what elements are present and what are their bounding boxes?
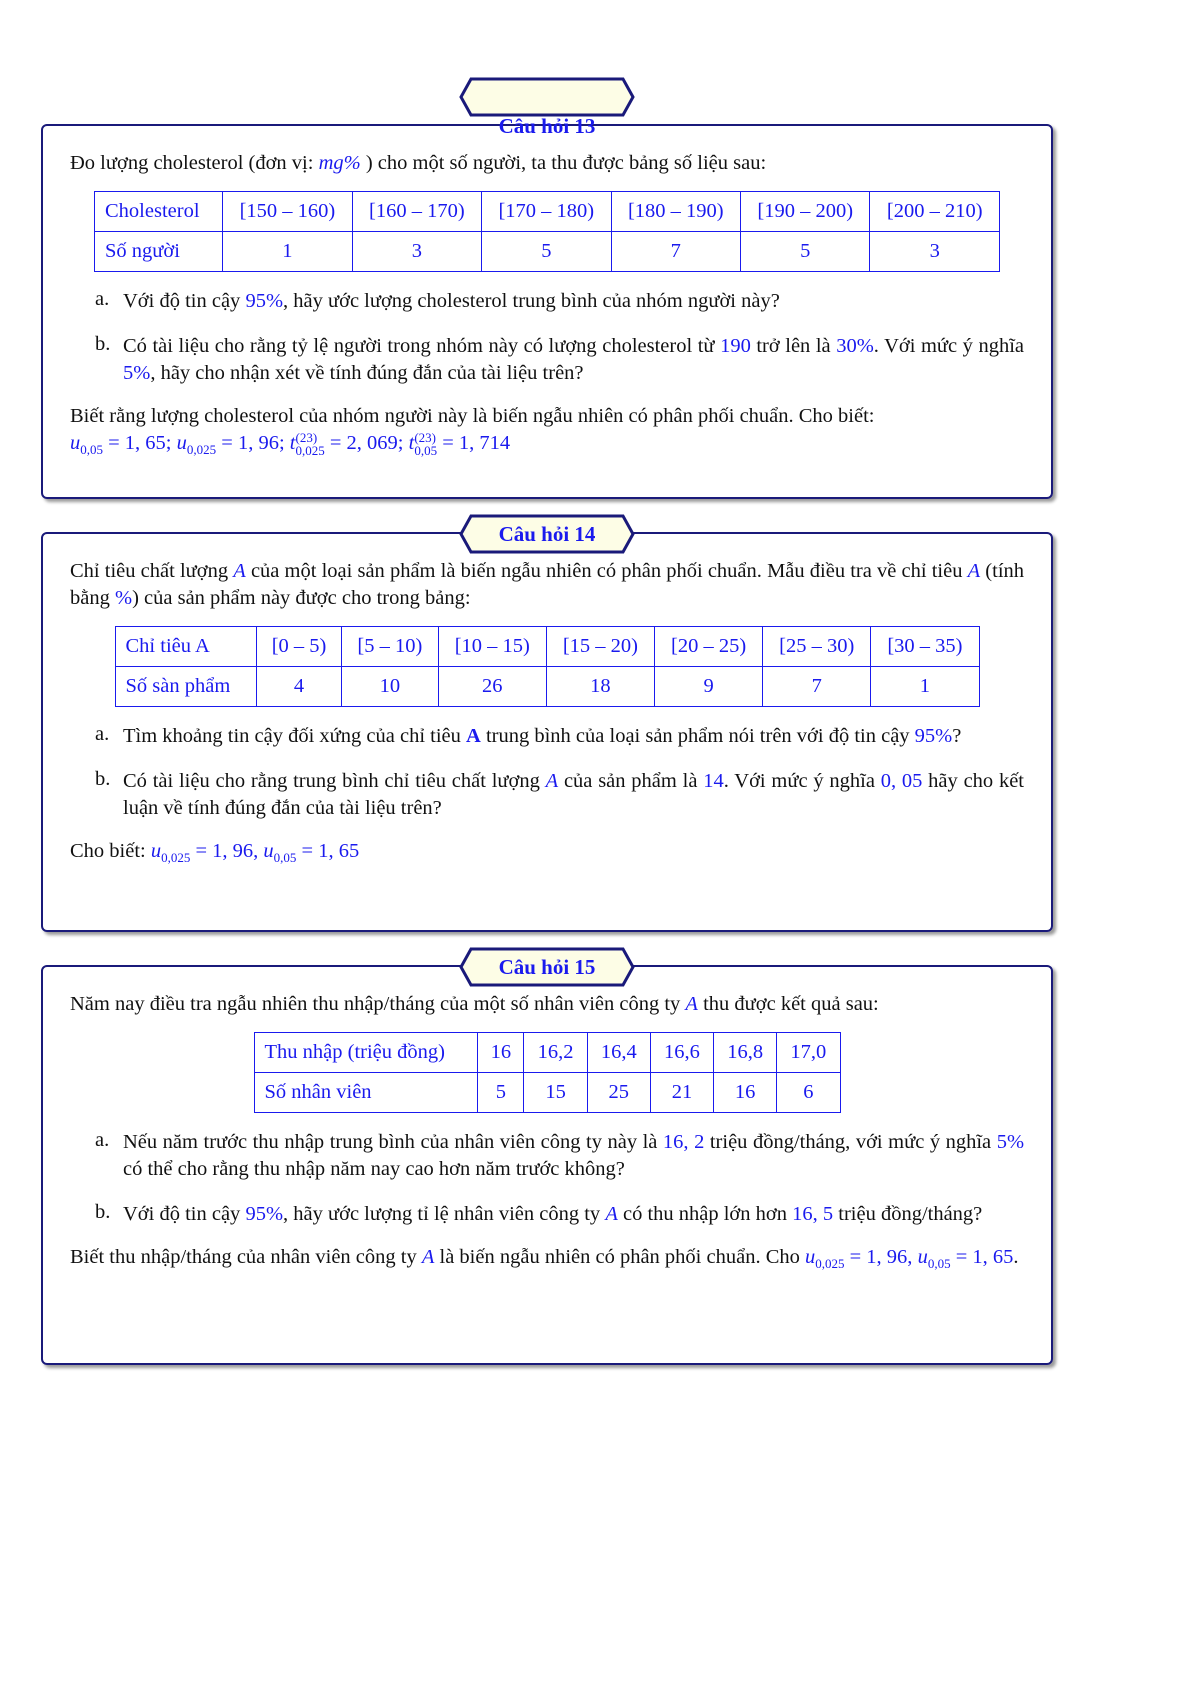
table-cell: [160 – 170) (352, 192, 481, 232)
text-run: trở lên là (750, 335, 837, 357)
math-subscript: 0,05 (273, 850, 297, 866)
math-superscript: (23) (414, 430, 436, 446)
text-run: là biến ngẫu nhiên có phân phối chuẩn. Cho (434, 1246, 805, 1268)
table-cell: [25 – 30) (763, 627, 871, 667)
math-variable: u (176, 432, 187, 454)
table-cell: [190 – 200) (741, 192, 870, 232)
math-symbol (408, 430, 438, 459)
text-run: , hãy cho nhận xét về tính đúng đắn của tài liệu trên? (150, 362, 584, 384)
sub-questions (70, 288, 1024, 387)
math-run: A (421, 1246, 435, 1268)
table-cell: Số sàn phẩm (115, 667, 256, 707)
text-run: Cho biết: (70, 840, 151, 862)
table-cell: 5 (741, 232, 870, 272)
table-cell: 16,2 (524, 1033, 587, 1073)
math-run: A (466, 725, 481, 747)
sub-question (95, 723, 1024, 750)
table-cell: 5 (482, 232, 611, 272)
table-cell: Cholesterol (95, 192, 223, 232)
table-cell: 9 (655, 667, 763, 707)
math-run: = 1, 96; (216, 432, 290, 454)
math-run: 95% (245, 290, 284, 312)
text-run: thu được kết quả sau: (697, 993, 879, 1015)
math-run: mg% (318, 152, 361, 174)
sub-questions (70, 723, 1024, 822)
question-title: Câu hỏi 14 (498, 522, 596, 546)
math-run: A (233, 560, 246, 582)
question-intro (70, 991, 1024, 1018)
text-run: Đo lượng cholesterol (đơn vị: (70, 152, 319, 174)
table-cell: 4 (256, 667, 341, 707)
math-variable: u (805, 1246, 816, 1268)
table-cell: 3 (352, 232, 481, 272)
text-run: Với độ tin cậy (123, 290, 246, 312)
table-cell: 16 (478, 1033, 524, 1073)
sub-question (95, 288, 1024, 315)
text-run: Nếu năm trước thu nhập trung bình của nhân viên công ty này là (123, 1131, 663, 1153)
hexagon-badge-shape (459, 77, 635, 117)
text-run: của một loại sản phẩm là biến ngẫu nhiên có phân phối chuẩn. Mẫu điều tra về chỉ tiêu (245, 560, 968, 582)
math-variable: u (917, 1246, 928, 1268)
math-variable: u (150, 840, 162, 862)
table-cell: [15 – 20) (546, 627, 654, 667)
table-row (115, 627, 979, 667)
text-run: trung bình của loại sản phẩm nói trên với độ tin cậy (480, 725, 915, 747)
item-text (123, 1201, 1024, 1228)
table-cell: Thu nhập (triệu đồng) (254, 1033, 478, 1073)
item-label: b. (95, 333, 111, 355)
table-cell: 3 (870, 232, 1000, 272)
table-cell: [200 – 210) (870, 192, 1000, 232)
table-cell: 16,8 (714, 1033, 777, 1073)
sub-question (95, 768, 1024, 822)
math-run: 5% (123, 362, 151, 384)
math-super-sub (414, 431, 437, 457)
question-intro (70, 150, 1024, 177)
item-label: a. (95, 1129, 110, 1151)
math-run: 16, 5 (792, 1203, 834, 1225)
table-cell: 1 (871, 667, 979, 707)
math-run: 5% (996, 1131, 1025, 1153)
math-run: = 1, 65 (296, 840, 360, 862)
item-label: b. (95, 768, 111, 790)
math-run: 16, 2 (662, 1131, 705, 1153)
question-intro (70, 558, 1024, 612)
math-run: 30% (836, 335, 874, 357)
question-badge (459, 77, 635, 117)
table-row (95, 232, 1000, 272)
math-variable: u (70, 432, 81, 454)
text-run: Năm nay điều tra ngẫu nhiên thu nhập/tháng của một số nhân viên công ty (70, 993, 686, 1015)
table-cell: [20 – 25) (655, 627, 763, 667)
text-run: của sản phẩm là (558, 770, 704, 792)
text-run: Với độ tin cậy (123, 1203, 246, 1225)
question-footer (70, 838, 1024, 865)
math-subscript: 0,025 (186, 442, 217, 458)
math-symbol (805, 1246, 845, 1272)
table-cell: [10 – 15) (438, 627, 546, 667)
math-symbol (289, 430, 325, 459)
text-run: , hãy ước lượng cholesterol trung bình của nhóm người này? (283, 290, 780, 312)
question-title: Câu hỏi 15 (498, 955, 596, 979)
text-run: Tìm khoảng tin cậy đối xứng của chỉ tiêu (123, 725, 467, 747)
math-run: A (545, 770, 559, 792)
question-footer (70, 1244, 1024, 1271)
math-run: A (605, 1203, 618, 1225)
table-row (254, 1073, 840, 1113)
table-cell: Chỉ tiêu A (115, 627, 256, 667)
math-symbol (176, 432, 217, 458)
table-cell: 26 (438, 667, 546, 707)
sub-questions (70, 1129, 1024, 1228)
text-run: có thể cho rằng thu nhập năm nay cao hơn năm trước không? (123, 1158, 625, 1180)
math-run: 95% (245, 1203, 284, 1225)
item-label: a. (95, 288, 110, 310)
math-run: = 1, 65 (950, 1246, 1014, 1268)
table-cell: [0 – 5) (256, 627, 341, 667)
math-run: 14 (703, 770, 724, 792)
math-run: = 1, 65; (103, 432, 177, 454)
text-run: . Với mức ý nghĩa (873, 335, 1025, 357)
math-subscript: 0,05 (80, 442, 103, 458)
table-cell: 15 (524, 1073, 587, 1113)
text-run: Có tài liệu cho rằng tỷ lệ người trong nhóm này có lượng cholesterol từ (123, 335, 721, 357)
item-text (123, 333, 1024, 387)
table-cell: [180 – 190) (611, 192, 740, 232)
math-superscript: (23) (295, 430, 318, 446)
table-cell: 21 (650, 1073, 713, 1113)
math-super-sub (295, 431, 324, 457)
math-symbol (70, 432, 103, 458)
text-run: ) cho một số người, ta thu được bảng số liệu sau: (360, 152, 767, 174)
data-table (94, 191, 1000, 272)
math-symbol (263, 840, 297, 866)
text-run: ) của sản phẩm này được cho trong bảng: (132, 587, 471, 609)
math-run: % (114, 587, 133, 609)
table-cell: 16,4 (587, 1033, 650, 1073)
item-label: b. (95, 1201, 111, 1223)
math-subscript: 0,05 (927, 1256, 951, 1272)
item-text (123, 1129, 1024, 1183)
text-run: triệu đồng/tháng? (833, 1203, 983, 1225)
text-run: có thu nhập lớn hơn (617, 1203, 793, 1225)
sub-question (95, 1201, 1024, 1228)
text-run: hãy cho kết luận về tính đúng đắn của tài liệu trên? (123, 770, 1024, 819)
table-cell: 17,0 (777, 1033, 840, 1073)
text-run: . Với mức ý nghĩa (723, 770, 881, 792)
math-subscript: 0,05 (414, 443, 438, 459)
item-text (123, 288, 1024, 315)
text-run: triệu đồng/tháng, với mức ý nghĩa (704, 1131, 997, 1153)
table-cell: 6 (777, 1073, 840, 1113)
math-variable: t (289, 432, 296, 454)
table-cell: 18 (546, 667, 654, 707)
data-table (115, 626, 980, 707)
table-row (95, 192, 1000, 232)
table-cell: 7 (611, 232, 740, 272)
table-cell: 7 (763, 667, 871, 707)
text-run: . (1013, 1246, 1019, 1268)
table-cell: 10 (342, 667, 439, 707)
question-box (41, 522, 1053, 932)
sub-question (95, 1129, 1025, 1183)
table-cell: [5 – 10) (342, 627, 439, 667)
table-cell: Số nhân viên (254, 1073, 478, 1113)
table-cell: 16 (714, 1073, 777, 1113)
question-footer (70, 403, 1024, 457)
math-variable: u (263, 840, 274, 862)
item-text (123, 768, 1024, 822)
math-subscript: 0,025 (295, 443, 325, 459)
table-row (115, 667, 979, 707)
math-run: = 1, 96, (844, 1246, 918, 1268)
text-run: (tính bằng (70, 560, 1025, 609)
table-cell: Số người (95, 232, 223, 272)
table-cell: [170 – 180) (482, 192, 611, 232)
table-cell: 5 (478, 1073, 524, 1113)
math-symbol (150, 840, 191, 866)
data-table (254, 1032, 841, 1113)
text-run: ? (952, 725, 962, 747)
math-run: A (967, 560, 981, 582)
table-row (254, 1033, 840, 1073)
math-run: 95% (914, 725, 953, 747)
math-subscript: 0,025 (161, 850, 191, 866)
text-run: Biết rằng lượng cholesterol của nhóm người này là biến ngẫu nhiên có phân phối chuẩn. Cho biết: (70, 405, 875, 427)
math-run: = 1, 96, (190, 840, 264, 862)
math-subscript: 0,025 (815, 1256, 845, 1272)
math-symbol (917, 1246, 951, 1272)
table-cell: 1 (223, 232, 352, 272)
table-cell: 16,6 (650, 1033, 713, 1073)
math-run: A (685, 993, 698, 1015)
text-run: Có tài liệu cho rằng trung bình chỉ tiêu chất lượng (123, 770, 546, 792)
table-cell: [30 – 35) (871, 627, 979, 667)
math-run: 190 (720, 335, 751, 357)
question-box (41, 955, 1053, 1365)
math-run: 0, 05 (880, 770, 923, 792)
table-cell: 25 (587, 1073, 650, 1113)
math-variable: t (408, 432, 415, 454)
math-run: = 1, 714 (437, 432, 511, 454)
item-text (123, 723, 1024, 750)
text-run: Chỉ tiêu chất lượng (70, 560, 234, 582)
text-run: , hãy ước lượng tỉ lệ nhân viên công ty (283, 1203, 606, 1225)
math-run: = 2, 069; (324, 432, 409, 454)
sub-question (95, 333, 1025, 387)
item-label: a. (95, 723, 110, 745)
question-title: Câu hỏi 13 (498, 114, 596, 138)
table-cell: [150 – 160) (223, 192, 352, 232)
question-box (41, 114, 1053, 499)
text-run: Biết thu nhập/tháng của nhân viên công ty (70, 1246, 422, 1268)
